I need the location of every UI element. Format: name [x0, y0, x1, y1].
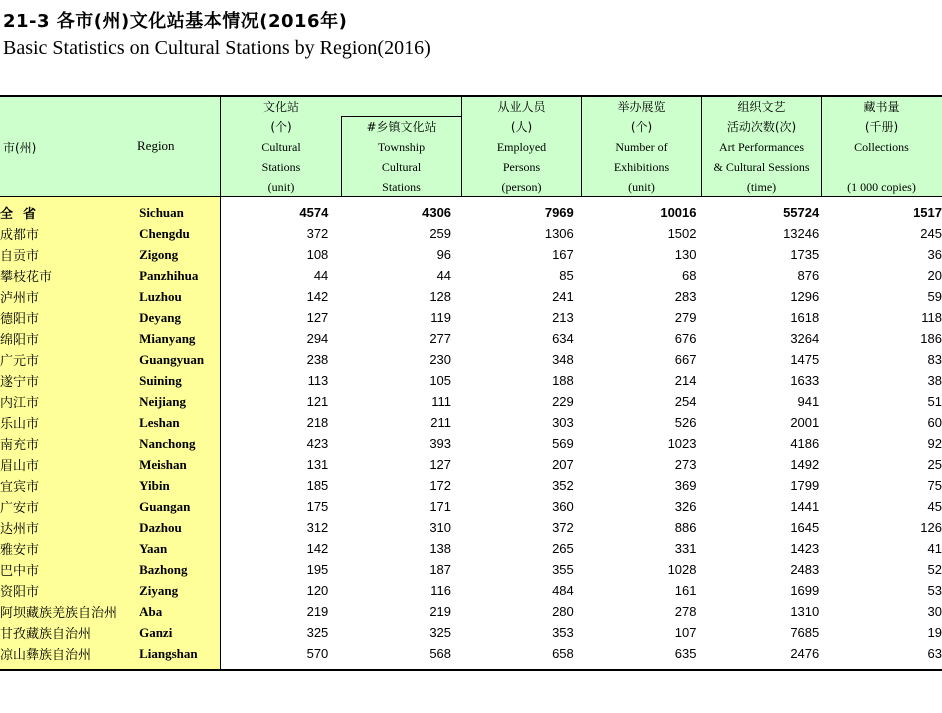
- township-stations-value: 568: [429, 646, 452, 661]
- region-name-zh: 成都市: [0, 228, 40, 243]
- performances-value: 3264: [790, 331, 820, 346]
- table-row: [0, 538, 942, 559]
- exhibitions-value: 676: [674, 331, 697, 346]
- cultural-stations-value: 127: [306, 310, 329, 325]
- exhibitions-value: 1023: [667, 436, 697, 451]
- table-row: [0, 265, 942, 286]
- region-name-en: Panzhihua: [139, 267, 199, 283]
- header-performances-en2: & Cultural Sessions: [713, 160, 810, 174]
- cultural-stations-value: 238: [306, 352, 329, 367]
- header-township-en2: Cultural: [381, 160, 422, 174]
- collections-value: 20: [927, 268, 942, 283]
- header-performances: [702, 97, 821, 197]
- header-township-en1: Township: [377, 140, 426, 154]
- table-row: [0, 412, 942, 433]
- collections-value: 53: [927, 583, 942, 598]
- employed-persons-value: 85: [559, 268, 574, 283]
- employed-persons-value: 634: [552, 331, 574, 346]
- exhibitions-value: 283: [674, 289, 697, 304]
- table-row: [0, 601, 942, 622]
- employed-persons-value: 7969: [544, 205, 574, 220]
- performances-value: 876: [797, 268, 820, 283]
- table-row: [0, 391, 942, 412]
- collections-value: 1517: [913, 205, 942, 220]
- collections-value: 45: [927, 499, 942, 514]
- township-stations-value: 4306: [422, 205, 452, 220]
- header-employed-unit-en: (person): [501, 180, 542, 194]
- table-row: [0, 475, 942, 496]
- page-title-chinese: 21-3 各市(州)文化站基本情况(2016年): [3, 11, 348, 32]
- header-performances-unit-en: (time): [746, 180, 777, 194]
- performances-value: 1441: [790, 499, 820, 514]
- table-row: [0, 244, 942, 265]
- exhibitions-value: 273: [674, 457, 697, 472]
- region-name-zh: 乐山市: [0, 417, 40, 432]
- township-stations-value: 119: [430, 310, 452, 325]
- region-name-zh: 德阳市: [0, 312, 40, 327]
- region-name-zh: 阿坝藏族羌族自治州: [0, 606, 118, 621]
- cultural-stations-value: 372: [306, 226, 329, 241]
- employed-persons-value: 241: [552, 289, 574, 304]
- employed-persons-value: 569: [552, 436, 574, 451]
- collections-value: 126: [920, 520, 942, 535]
- employed-persons-value: 265: [552, 541, 574, 556]
- region-name-zh: 宜宾市: [0, 480, 40, 495]
- header-employed-zh: 从业人员: [497, 100, 546, 114]
- exhibitions-value: 107: [674, 625, 697, 640]
- employed-persons-value: 167: [552, 247, 574, 262]
- township-stations-value: 111: [431, 394, 452, 409]
- region-name-zh: 广元市: [0, 354, 40, 369]
- collections-value: 118: [921, 310, 942, 325]
- township-stations-value: 259: [429, 226, 452, 241]
- region-name-en: Yaan: [139, 540, 168, 556]
- collections-value: 41: [927, 541, 942, 556]
- collections-value: 25: [927, 457, 942, 472]
- performances-value: 4186: [790, 436, 820, 451]
- township-stations-value: 277: [429, 331, 452, 346]
- performances-value: 1699: [790, 583, 820, 598]
- header-collections-zh: 藏书量: [863, 100, 900, 114]
- exhibitions-value: 278: [674, 604, 697, 619]
- exhibitions-value: 526: [674, 415, 697, 430]
- cultural-stations-value: 325: [306, 625, 329, 640]
- employed-persons-value: 1306: [544, 226, 574, 241]
- header-employed-en2: Persons: [502, 160, 541, 174]
- region-name-en: Ganzi: [139, 624, 173, 640]
- header-employed-unit-zh: (人): [510, 120, 533, 134]
- region-name-zh: 泸州市: [0, 291, 40, 306]
- cultural-stations-value: 312: [306, 520, 329, 535]
- cultural-stations-value: 185: [306, 478, 329, 493]
- header-collections-en1: Collections: [854, 140, 909, 154]
- cultural-stations-value: 218: [306, 415, 329, 430]
- collections-value: 186: [920, 331, 942, 346]
- employed-persons-value: 348: [552, 352, 574, 367]
- header-cultural-stations-en2: Stations: [261, 160, 301, 174]
- collections-value: 83: [927, 352, 942, 367]
- region-name-en: Dazhou: [139, 519, 182, 535]
- performances-value: 1492: [790, 457, 820, 472]
- region-name-en: Sichuan: [139, 204, 184, 220]
- table-row: [0, 454, 942, 475]
- township-stations-value: 172: [429, 478, 452, 493]
- cultural-stations-value: 423: [306, 436, 329, 451]
- performances-value: 55724: [783, 205, 820, 220]
- employed-persons-value: 280: [552, 604, 574, 619]
- cultural-stations-value: 4574: [299, 205, 329, 220]
- performances-value: 2476: [790, 646, 820, 661]
- table-row: [0, 622, 942, 643]
- region-name-en: Neijiang: [139, 393, 187, 409]
- township-stations-value: 44: [436, 268, 452, 283]
- region-name-en: Guangan: [139, 498, 191, 514]
- township-stations-value: 219: [429, 604, 452, 619]
- region-name-en: Yibin: [139, 477, 170, 493]
- region-name-zh: 达州市: [0, 522, 40, 537]
- region-name-zh: 南充市: [0, 438, 40, 453]
- performances-value: 1799: [790, 478, 820, 493]
- table-row: [0, 580, 942, 601]
- region-name-zh: 攀枝花市: [0, 270, 53, 285]
- performances-value: 1618: [790, 310, 820, 325]
- header-collections: [822, 97, 941, 197]
- statistics-table: [0, 202, 942, 664]
- cultural-stations-value: 44: [313, 268, 329, 283]
- cultural-stations-value: 570: [306, 646, 329, 661]
- header-city-zh: 市(州): [3, 141, 37, 155]
- region-name-zh: 遂宁市: [0, 375, 40, 390]
- collections-value: 63: [927, 646, 942, 661]
- performances-value: 941: [797, 394, 820, 409]
- region-name-zh: 全省: [0, 207, 47, 222]
- region-name-zh: 内江市: [0, 396, 40, 411]
- cultural-stations-value: 142: [306, 289, 329, 304]
- table-row: [0, 559, 942, 580]
- table-row: [0, 349, 942, 370]
- exhibitions-value: 331: [674, 541, 697, 556]
- region-name-zh: 雅安市: [0, 543, 40, 558]
- region-name-en: Mianyang: [139, 330, 196, 346]
- employed-persons-value: 229: [552, 394, 574, 409]
- employed-persons-value: 353: [552, 625, 574, 640]
- exhibitions-value: 635: [674, 646, 697, 661]
- table-row: [0, 496, 942, 517]
- table-row: [0, 328, 942, 349]
- header-township-stations: [342, 117, 461, 197]
- exhibitions-value: 161: [674, 583, 697, 598]
- township-stations-value: 127: [429, 457, 452, 472]
- employed-persons-value: 658: [552, 646, 574, 661]
- collections-value: 38: [927, 373, 942, 388]
- employed-persons-value: 360: [552, 499, 574, 514]
- performances-value: 2483: [790, 562, 820, 577]
- township-stations-value: 211: [430, 415, 452, 430]
- exhibitions-value: 254: [674, 394, 697, 409]
- region-name-en: Zigong: [139, 246, 179, 262]
- employed-persons-value: 372: [552, 520, 574, 535]
- exhibitions-value: 369: [674, 478, 697, 493]
- region-name-zh: 甘孜藏族自治州: [0, 627, 92, 642]
- region-name-zh: 自贡市: [0, 249, 40, 264]
- exhibitions-value: 10016: [660, 205, 697, 220]
- header-performances-zh1: 组织文艺: [737, 100, 786, 114]
- header-performances-en1: Art Performances: [719, 140, 804, 154]
- header-exhibitions-unit-zh: (个): [630, 120, 653, 134]
- region-name-zh: 广安市: [0, 501, 40, 516]
- township-stations-value: 325: [429, 625, 452, 640]
- region-name-en: Luzhou: [139, 288, 182, 304]
- collections-value: 59: [927, 289, 942, 304]
- exhibitions-value: 326: [674, 499, 697, 514]
- performances-value: 1475: [790, 352, 820, 367]
- township-stations-value: 393: [429, 436, 452, 451]
- table-row: [0, 286, 942, 307]
- collections-value: 51: [927, 394, 942, 409]
- performances-value: 1296: [790, 289, 820, 304]
- collections-value: 19: [927, 625, 942, 640]
- header-collections-spacer: [822, 157, 941, 177]
- table-row: [0, 517, 942, 538]
- performances-value: 13246: [783, 226, 820, 241]
- employed-persons-value: 355: [552, 562, 574, 577]
- exhibitions-value: 130: [674, 247, 697, 262]
- township-stations-value: 310: [429, 520, 452, 535]
- region-name-en: Chengdu: [139, 225, 190, 241]
- township-stations-value: 116: [430, 583, 452, 598]
- collections-value: 245: [920, 226, 942, 241]
- table-bottom-rule: [0, 669, 942, 671]
- exhibitions-value: 214: [674, 373, 697, 388]
- region-name-en: Guangyuan: [139, 351, 205, 367]
- performances-value: 7685: [790, 625, 820, 640]
- cultural-stations-value: 108: [306, 247, 329, 262]
- region-name-zh: 绵阳市: [0, 333, 40, 348]
- region-name-zh: 巴中市: [0, 564, 40, 579]
- header-employed-en1: Employed: [496, 140, 547, 154]
- header-cultural-stations-unit-en: (unit): [267, 180, 295, 194]
- performances-value: 1310: [790, 604, 820, 619]
- cultural-stations-value: 113: [307, 373, 329, 388]
- employed-persons-value: 352: [552, 478, 574, 493]
- header-region-en: Region: [137, 138, 175, 153]
- header-cultural-stations-en1: Cultural: [261, 140, 301, 154]
- header-exhibitions: [582, 97, 701, 197]
- region-name-en: Meishan: [139, 456, 187, 472]
- collections-value: 36: [927, 247, 942, 262]
- exhibitions-value: 667: [674, 352, 697, 367]
- cultural-stations-value: 195: [306, 562, 329, 577]
- region-name-en: Aba: [139, 603, 163, 619]
- region-name-zh: 眉山市: [0, 459, 40, 474]
- collections-value: 60: [927, 415, 942, 430]
- exhibitions-value: 1028: [667, 562, 697, 577]
- header-cultural-stations-zh: 文化站: [262, 100, 299, 114]
- performances-value: 2001: [790, 415, 820, 430]
- region-name-zh: 凉山彝族自治州: [0, 648, 92, 663]
- employed-persons-value: 207: [552, 457, 574, 472]
- header-collections-unit-zh: (千册): [864, 120, 899, 134]
- township-stations-value: 171: [429, 499, 452, 514]
- header-employed-persons: [462, 97, 581, 197]
- region-name-en: Nanchong: [139, 435, 196, 451]
- page-title-english: Basic Statistics on Cultural Stations by Region(2016): [3, 37, 431, 59]
- performances-value: 1423: [790, 541, 820, 556]
- collections-value: 92: [927, 436, 942, 451]
- cultural-stations-value: 219: [306, 604, 329, 619]
- header-township-en3: Stations: [382, 180, 421, 194]
- header-exhibitions-unit-en: (unit): [628, 180, 655, 194]
- header-exhibitions-zh: 举办展览: [617, 100, 666, 114]
- cultural-stations-value: 142: [306, 541, 329, 556]
- cultural-stations-value: 175: [306, 499, 329, 514]
- township-stations-value: 187: [429, 562, 452, 577]
- region-name-en: Deyang: [139, 309, 181, 325]
- collections-value: 75: [927, 478, 942, 493]
- township-stations-value: 128: [429, 289, 452, 304]
- table-row: [0, 307, 942, 328]
- performances-value: 1645: [790, 520, 820, 535]
- header-cultural-stations-unit-zh: (个): [270, 120, 292, 134]
- header-performances-zh2: 活动次数(次): [726, 120, 797, 134]
- table-row: [0, 433, 942, 454]
- cultural-stations-value: 294: [306, 331, 329, 346]
- header-exhibitions-en2: Exhibitions: [613, 160, 670, 174]
- township-stations-value: 230: [429, 352, 452, 367]
- employed-persons-value: 484: [552, 583, 574, 598]
- employed-persons-value: 188: [552, 373, 574, 388]
- region-name-en: Bazhong: [139, 561, 188, 577]
- total-row: [0, 202, 942, 223]
- cultural-stations-value: 131: [306, 457, 329, 472]
- header-cultural-stations: [221, 97, 341, 197]
- township-stations-value: 105: [429, 373, 452, 388]
- collections-value: 52: [927, 562, 942, 577]
- collections-value: 30: [927, 604, 942, 619]
- header-township-zh: #乡镇文化站: [366, 120, 437, 134]
- region-name-en: Liangshan: [139, 645, 198, 661]
- table-row: [0, 223, 942, 244]
- header-collections-unit-en: (1 000 copies): [847, 180, 916, 194]
- employed-persons-value: 303: [552, 415, 574, 430]
- performances-value: 1735: [790, 247, 820, 262]
- cultural-stations-value: 121: [306, 394, 329, 409]
- exhibitions-value: 279: [674, 310, 697, 325]
- region-name-en: Suining: [139, 372, 182, 388]
- region-name-en: Leshan: [139, 414, 180, 430]
- exhibitions-value: 1502: [667, 226, 697, 241]
- township-stations-value: 96: [436, 247, 452, 262]
- table-row: [0, 370, 942, 391]
- region-name-zh: 资阳市: [0, 585, 40, 600]
- table-row: [0, 643, 942, 664]
- employed-persons-value: 213: [552, 310, 574, 325]
- cultural-stations-value: 120: [306, 583, 329, 598]
- header-exhibitions-en1: Number of: [615, 140, 668, 154]
- exhibitions-value: 68: [682, 268, 697, 283]
- performances-value: 1633: [790, 373, 820, 388]
- township-stations-value: 138: [429, 541, 452, 556]
- exhibitions-value: 886: [674, 520, 697, 535]
- region-name-en: Ziyang: [139, 582, 179, 598]
